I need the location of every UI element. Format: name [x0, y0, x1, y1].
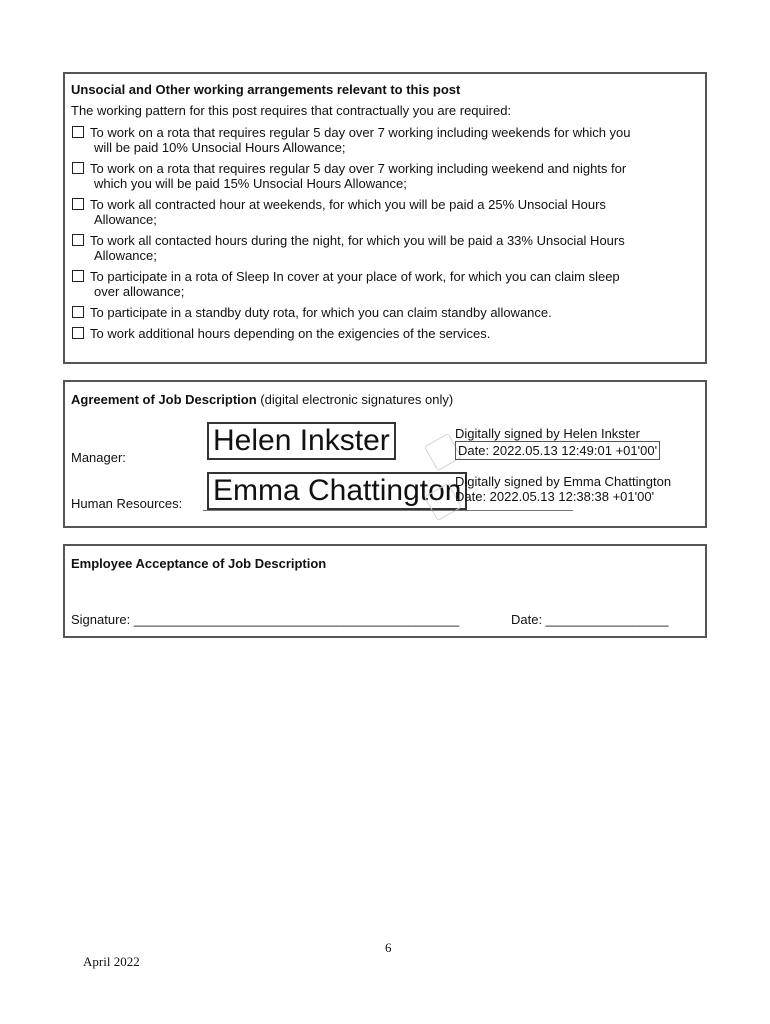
page-number: 6 — [385, 940, 392, 955]
unsocial-heading: Unsocial and Other working arrangements relevant to this post — [71, 82, 461, 97]
agreement-heading: Agreement of Job Description — [71, 392, 257, 407]
employee-signature-line[interactable]: Signature: _____________________________________________ — [71, 612, 460, 627]
signature-underline — [203, 510, 573, 511]
agreement-signatures-box — [63, 416, 707, 528]
option-checkbox-6[interactable] — [72, 306, 84, 318]
option-row-2 — [71, 161, 697, 191]
hr-label: Human Resources: — [71, 496, 183, 511]
hr-signed-date: Date: 2022.05.13 12:38:38 +01'00' — [455, 489, 655, 504]
unsocial-arrangements-section — [63, 72, 707, 364]
option-text-5: To participate in a rota of Sleep In cover at your place of work, for which you can claim sleep — [90, 269, 620, 284]
unsocial-intro: The working pattern for this post requires that contractually you are required: — [71, 103, 512, 118]
manager-signature-info — [455, 426, 660, 460]
option-checkbox-3[interactable] — [72, 198, 84, 210]
manager-signature-field[interactable] — [207, 422, 396, 460]
option-checkbox-7[interactable] — [72, 327, 84, 339]
employee-signature-box — [63, 580, 707, 638]
agreement-heading-box — [63, 380, 707, 418]
option-row-3 — [71, 197, 697, 227]
option-text-7: To work additional hours depending on the exigencies of the services. — [90, 326, 491, 341]
option-row-6 — [71, 305, 697, 320]
hr-signature-name: Emma Chattington — [213, 474, 462, 507]
option-text-1: To work on a rota that requires regular 5 day over 7 working including weekends for which you — [90, 125, 631, 140]
employee-heading-box — [63, 544, 707, 582]
agreement-heading-note: (digital electronic signatures only) — [260, 392, 454, 407]
hr-signature-info — [455, 474, 671, 504]
employee-date-line[interactable]: Date: _________________ — [511, 612, 669, 627]
option-row-7 — [71, 326, 697, 341]
option-text-4: To work all contacted hours during the night, for which you will be paid a 33% Unsocial Hours — [90, 233, 625, 248]
option-text-4-cont: Allowance; — [94, 248, 157, 263]
option-text-3: To work all contracted hour at weekends, for which you will be paid a 25% Unsocial Hours — [90, 197, 606, 212]
manager-signed-date: Date: 2022.05.13 12:49:01 +01'00' — [455, 441, 660, 460]
option-text-3-cont: Allowance; — [94, 212, 157, 227]
option-text-2: To work on a rota that requires regular 5 day over 7 working including weekend and nights for — [90, 161, 627, 176]
option-checkbox-4[interactable] — [72, 234, 84, 246]
footer-date: April 2022 — [83, 954, 140, 969]
option-row-1 — [71, 125, 697, 155]
option-text-6: To participate in a standby duty rota, for which you can claim standby allowance. — [90, 305, 552, 320]
manager-signature-name: Helen Inkster — [213, 424, 390, 457]
option-checkbox-1[interactable] — [72, 126, 84, 138]
option-row-4 — [71, 233, 697, 263]
option-text-1-cont: will be paid 10% Unsocial Hours Allowance; — [94, 140, 346, 155]
option-checkbox-5[interactable] — [72, 270, 84, 282]
option-row-5 — [71, 269, 697, 299]
option-text-2-cont: which you will be paid 15% Unsocial Hours Allowance; — [94, 176, 407, 191]
manager-label: Manager: — [71, 450, 126, 465]
option-checkbox-2[interactable] — [72, 162, 84, 174]
employee-heading: Employee Acceptance of Job Description — [71, 556, 327, 571]
hr-signed-by: Digitally signed by Emma Chattington — [455, 474, 672, 489]
option-text-5-cont: over allowance; — [94, 284, 185, 299]
manager-signed-by: Digitally signed by Helen Inkster — [455, 426, 640, 441]
